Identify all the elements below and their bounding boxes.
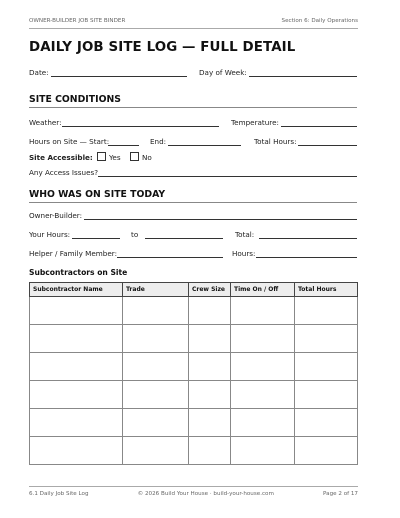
weather-label: Weather:: [29, 118, 62, 127]
date-field[interactable]: [51, 76, 187, 77]
footer-copyright: © 2026 Build Your House · build-your-house.com: [137, 491, 274, 497]
running-header: [29, 18, 358, 24]
table-row: [30, 353, 358, 381]
subcontractors-table: [29, 282, 358, 465]
table-cell[interactable]: [30, 381, 123, 409]
table-row: [30, 325, 358, 353]
helper-hours-field[interactable]: [256, 257, 357, 258]
your-hours-to-field[interactable]: [145, 238, 223, 239]
your-hours-from-field[interactable]: [72, 238, 120, 239]
table-cell[interactable]: [123, 409, 189, 437]
table-row: [30, 297, 358, 325]
page-title: DAILY JOB SITE LOG — FULL DETAIL: [29, 40, 296, 55]
table-cell[interactable]: [295, 353, 358, 381]
table-cell[interactable]: [295, 381, 358, 409]
header-binder-title: OWNER-BUILDER JOB SITE BINDER: [29, 18, 126, 24]
access-issues-field[interactable]: [98, 176, 357, 177]
total-hours-field[interactable]: [298, 145, 357, 146]
header-divider: [29, 28, 358, 29]
table-cell[interactable]: [123, 325, 189, 353]
table-cell[interactable]: [189, 409, 231, 437]
table-cell[interactable]: [231, 437, 295, 465]
hours-start-field[interactable]: [108, 145, 139, 146]
helper-hours-label: Hours:: [232, 249, 256, 258]
helper-field[interactable]: [117, 257, 223, 258]
column-header: Subcontractor Name: [30, 283, 123, 297]
table-cell[interactable]: [231, 409, 295, 437]
site-accessible-label: Site Accessible:: [29, 153, 93, 162]
no-label: No: [142, 153, 152, 162]
table-cell[interactable]: [295, 437, 358, 465]
site-accessible-yes-checkbox[interactable]: [97, 152, 106, 161]
table-cell[interactable]: [123, 381, 189, 409]
yes-label: Yes: [109, 153, 121, 162]
hours-start-label: Hours on Site — Start:: [29, 137, 110, 146]
table-cell[interactable]: [30, 409, 123, 437]
column-header: Trade: [123, 283, 189, 297]
table-cell[interactable]: [295, 409, 358, 437]
footer-divider: [29, 486, 358, 487]
table-cell[interactable]: [295, 325, 358, 353]
table-row: [30, 381, 358, 409]
temperature-field[interactable]: [281, 126, 357, 127]
table-cell[interactable]: [30, 437, 123, 465]
weather-field[interactable]: [62, 126, 219, 127]
table-row: [30, 409, 358, 437]
table-cell[interactable]: [123, 297, 189, 325]
table-cell[interactable]: [295, 297, 358, 325]
total-label: Total:: [235, 230, 255, 239]
subcontractors-heading: Subcontractors on Site: [29, 268, 128, 277]
header-section: Section 6: Daily Operations: [281, 18, 358, 24]
table-row: [30, 437, 358, 465]
table-cell[interactable]: [30, 297, 123, 325]
table-cell[interactable]: [189, 325, 231, 353]
site-conditions-rule: [29, 107, 357, 108]
helper-label: Helper / Family Member:: [29, 249, 118, 258]
table-header-row: [30, 283, 358, 297]
table-cell[interactable]: [189, 297, 231, 325]
column-header: Time On / Off: [231, 283, 295, 297]
owner-builder-field[interactable]: [84, 219, 357, 220]
temperature-label: Temperature:: [231, 118, 279, 127]
your-hours-total-field[interactable]: [259, 238, 357, 239]
who-on-site-rule: [29, 202, 357, 203]
running-footer: [29, 491, 358, 497]
table-cell[interactable]: [123, 353, 189, 381]
table-cell[interactable]: [30, 325, 123, 353]
table-cell[interactable]: [189, 437, 231, 465]
table-cell[interactable]: [189, 381, 231, 409]
table-cell[interactable]: [123, 437, 189, 465]
site-conditions-heading: SITE CONDITIONS: [29, 94, 121, 105]
column-header: Crew Size: [189, 283, 231, 297]
table-cell[interactable]: [231, 297, 295, 325]
access-issues-label: Any Access Issues?: [29, 168, 99, 177]
to-label: to: [131, 230, 139, 239]
day-of-week-field[interactable]: [249, 76, 357, 77]
footer-doc-name: 6.1 Daily Job Site Log: [29, 491, 89, 497]
table-cell[interactable]: [231, 325, 295, 353]
footer-page-number: Page 2 of 17: [323, 491, 358, 497]
column-header: Total Hours: [295, 283, 358, 297]
table-cell[interactable]: [189, 353, 231, 381]
date-label: Date:: [29, 68, 49, 77]
table-cell[interactable]: [30, 353, 123, 381]
day-of-week-label: Day of Week:: [199, 68, 247, 77]
owner-builder-label: Owner-Builder:: [29, 211, 83, 220]
end-field[interactable]: [168, 145, 241, 146]
table-cell[interactable]: [231, 381, 295, 409]
total-hours-label: Total Hours:: [254, 137, 297, 146]
site-accessible-no-checkbox[interactable]: [130, 152, 139, 161]
end-label: End:: [150, 137, 167, 146]
who-on-site-heading: WHO WAS ON SITE TODAY: [29, 189, 166, 200]
your-hours-label: Your Hours:: [29, 230, 71, 239]
table-cell[interactable]: [231, 353, 295, 381]
